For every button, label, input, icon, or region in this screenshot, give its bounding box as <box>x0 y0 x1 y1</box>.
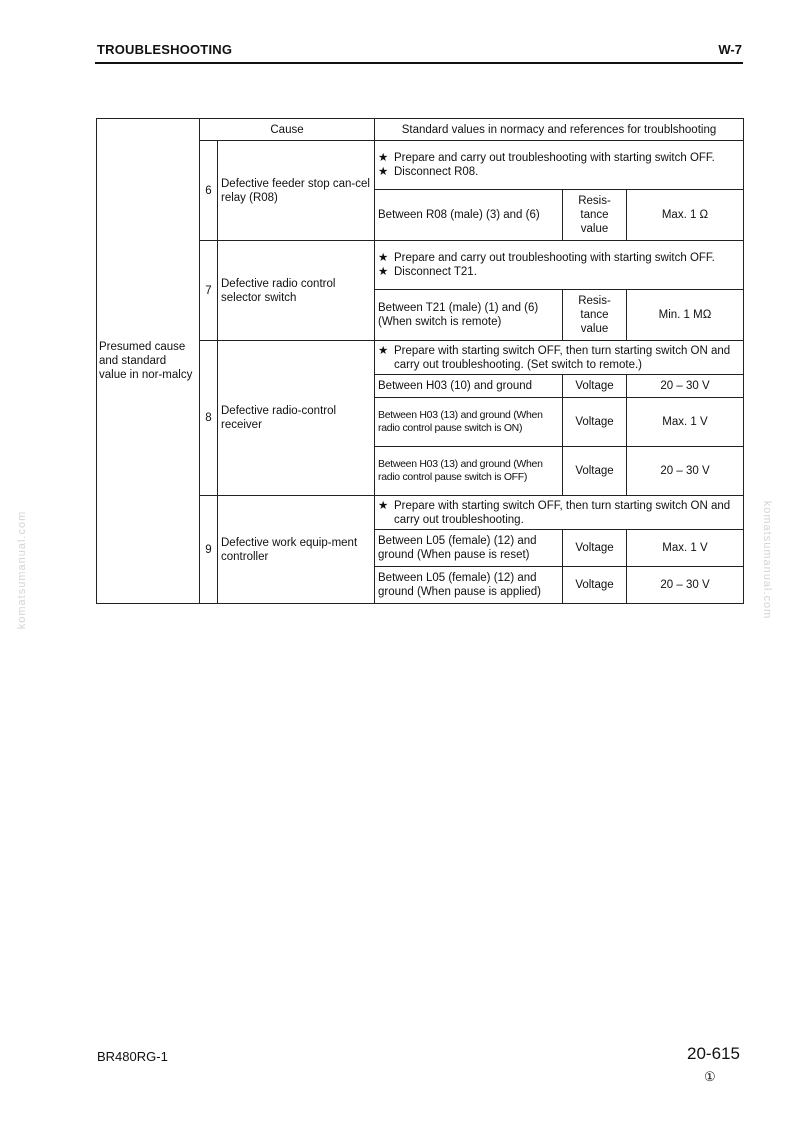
type-cell: Voltage <box>563 375 627 398</box>
value-cell: Max. 1 V <box>627 398 744 447</box>
value-cell: Min. 1 MΩ <box>627 290 744 341</box>
note-text: Prepare and carry out troubleshooting with starting switch OFF. <box>394 252 715 264</box>
between-cell: Between L05 (female) (12) and ground (When pause is reset) <box>375 530 563 567</box>
presumed-cause-label: Presumed cause and standard value in nor-malcy <box>97 119 200 604</box>
star-icon: ★ <box>378 499 389 512</box>
model-code: BR480RG-1 <box>97 1049 168 1064</box>
note-text: Prepare with starting switch OFF, then turn starting switch ON and carry out troubleshooting. (Set switch to remote.) <box>394 344 731 371</box>
value-cell: 20 – 30 V <box>627 375 744 398</box>
item-number: 9 <box>200 496 218 604</box>
revision-mark: ① <box>704 1069 716 1084</box>
note-cell <box>375 141 744 190</box>
watermark-right: komatsumanual.com <box>761 500 773 620</box>
page-number: 20-615 <box>687 1044 740 1063</box>
type-cell: Resis-tance value <box>563 190 627 241</box>
type-cell: Voltage <box>563 567 627 604</box>
between-cell: Between L05 (female) (12) and ground (When pause is applied) <box>375 567 563 604</box>
header-cause: Cause <box>200 119 375 141</box>
value-cell: 20 – 30 V <box>627 567 744 604</box>
item-number: 6 <box>200 141 218 241</box>
note-text: Prepare and carry out troubleshooting with starting switch OFF. <box>394 152 715 164</box>
star-icon: ★ <box>378 252 389 264</box>
note-cell <box>375 496 744 530</box>
type-cell: Voltage <box>563 398 627 447</box>
header-standard-values: Standard values in normacy and references for troublshooting <box>375 119 744 141</box>
type-cell: Resis-tance value <box>563 290 627 341</box>
item-number: 7 <box>200 241 218 341</box>
cause-text: Defective feeder stop can-cel relay (R08) <box>218 141 375 241</box>
watermark-left: komatsumanual.com <box>16 510 28 630</box>
item-number: 8 <box>200 341 218 496</box>
note-text: Disconnect T21. <box>394 266 477 278</box>
between-cell: Between R08 (male) (3) and (6) <box>375 190 563 241</box>
cause-text: Defective work equip-ment controller <box>218 496 375 604</box>
star-icon: ★ <box>378 266 389 278</box>
star-icon: ★ <box>378 152 389 164</box>
type-cell: Voltage <box>563 447 627 496</box>
section-code: W-7 <box>718 42 742 57</box>
note-cell <box>375 241 744 290</box>
note-cell <box>375 341 744 375</box>
value-cell: Max. 1 Ω <box>627 190 744 241</box>
note-text: Prepare with starting switch OFF, then turn starting switch ON and carry out troubleshooting. <box>394 499 731 526</box>
type-cell: Voltage <box>563 530 627 567</box>
between-cell: Between H03 (13) and ground (When radio control pause switch is ON) <box>375 398 563 447</box>
star-icon: ★ <box>378 166 389 178</box>
between-cell: Between H03 (10) and ground <box>375 375 563 398</box>
star-icon: ★ <box>378 344 389 357</box>
between-cell: Between T21 (male) (1) and (6) (When switch is remote) <box>375 290 563 341</box>
value-cell: 20 – 30 V <box>627 447 744 496</box>
cause-text: Defective radio control selector switch <box>218 241 375 341</box>
cause-text: Defective radio-control receiver <box>218 341 375 496</box>
troubleshooting-table <box>96 118 744 604</box>
between-cell: Between H03 (13) and ground (When radio control pause switch is OFF) <box>375 447 563 496</box>
value-cell: Max. 1 V <box>627 530 744 567</box>
header-rule <box>95 62 743 64</box>
note-text: Disconnect R08. <box>394 166 479 178</box>
section-title: TROUBLESHOOTING <box>97 42 233 57</box>
